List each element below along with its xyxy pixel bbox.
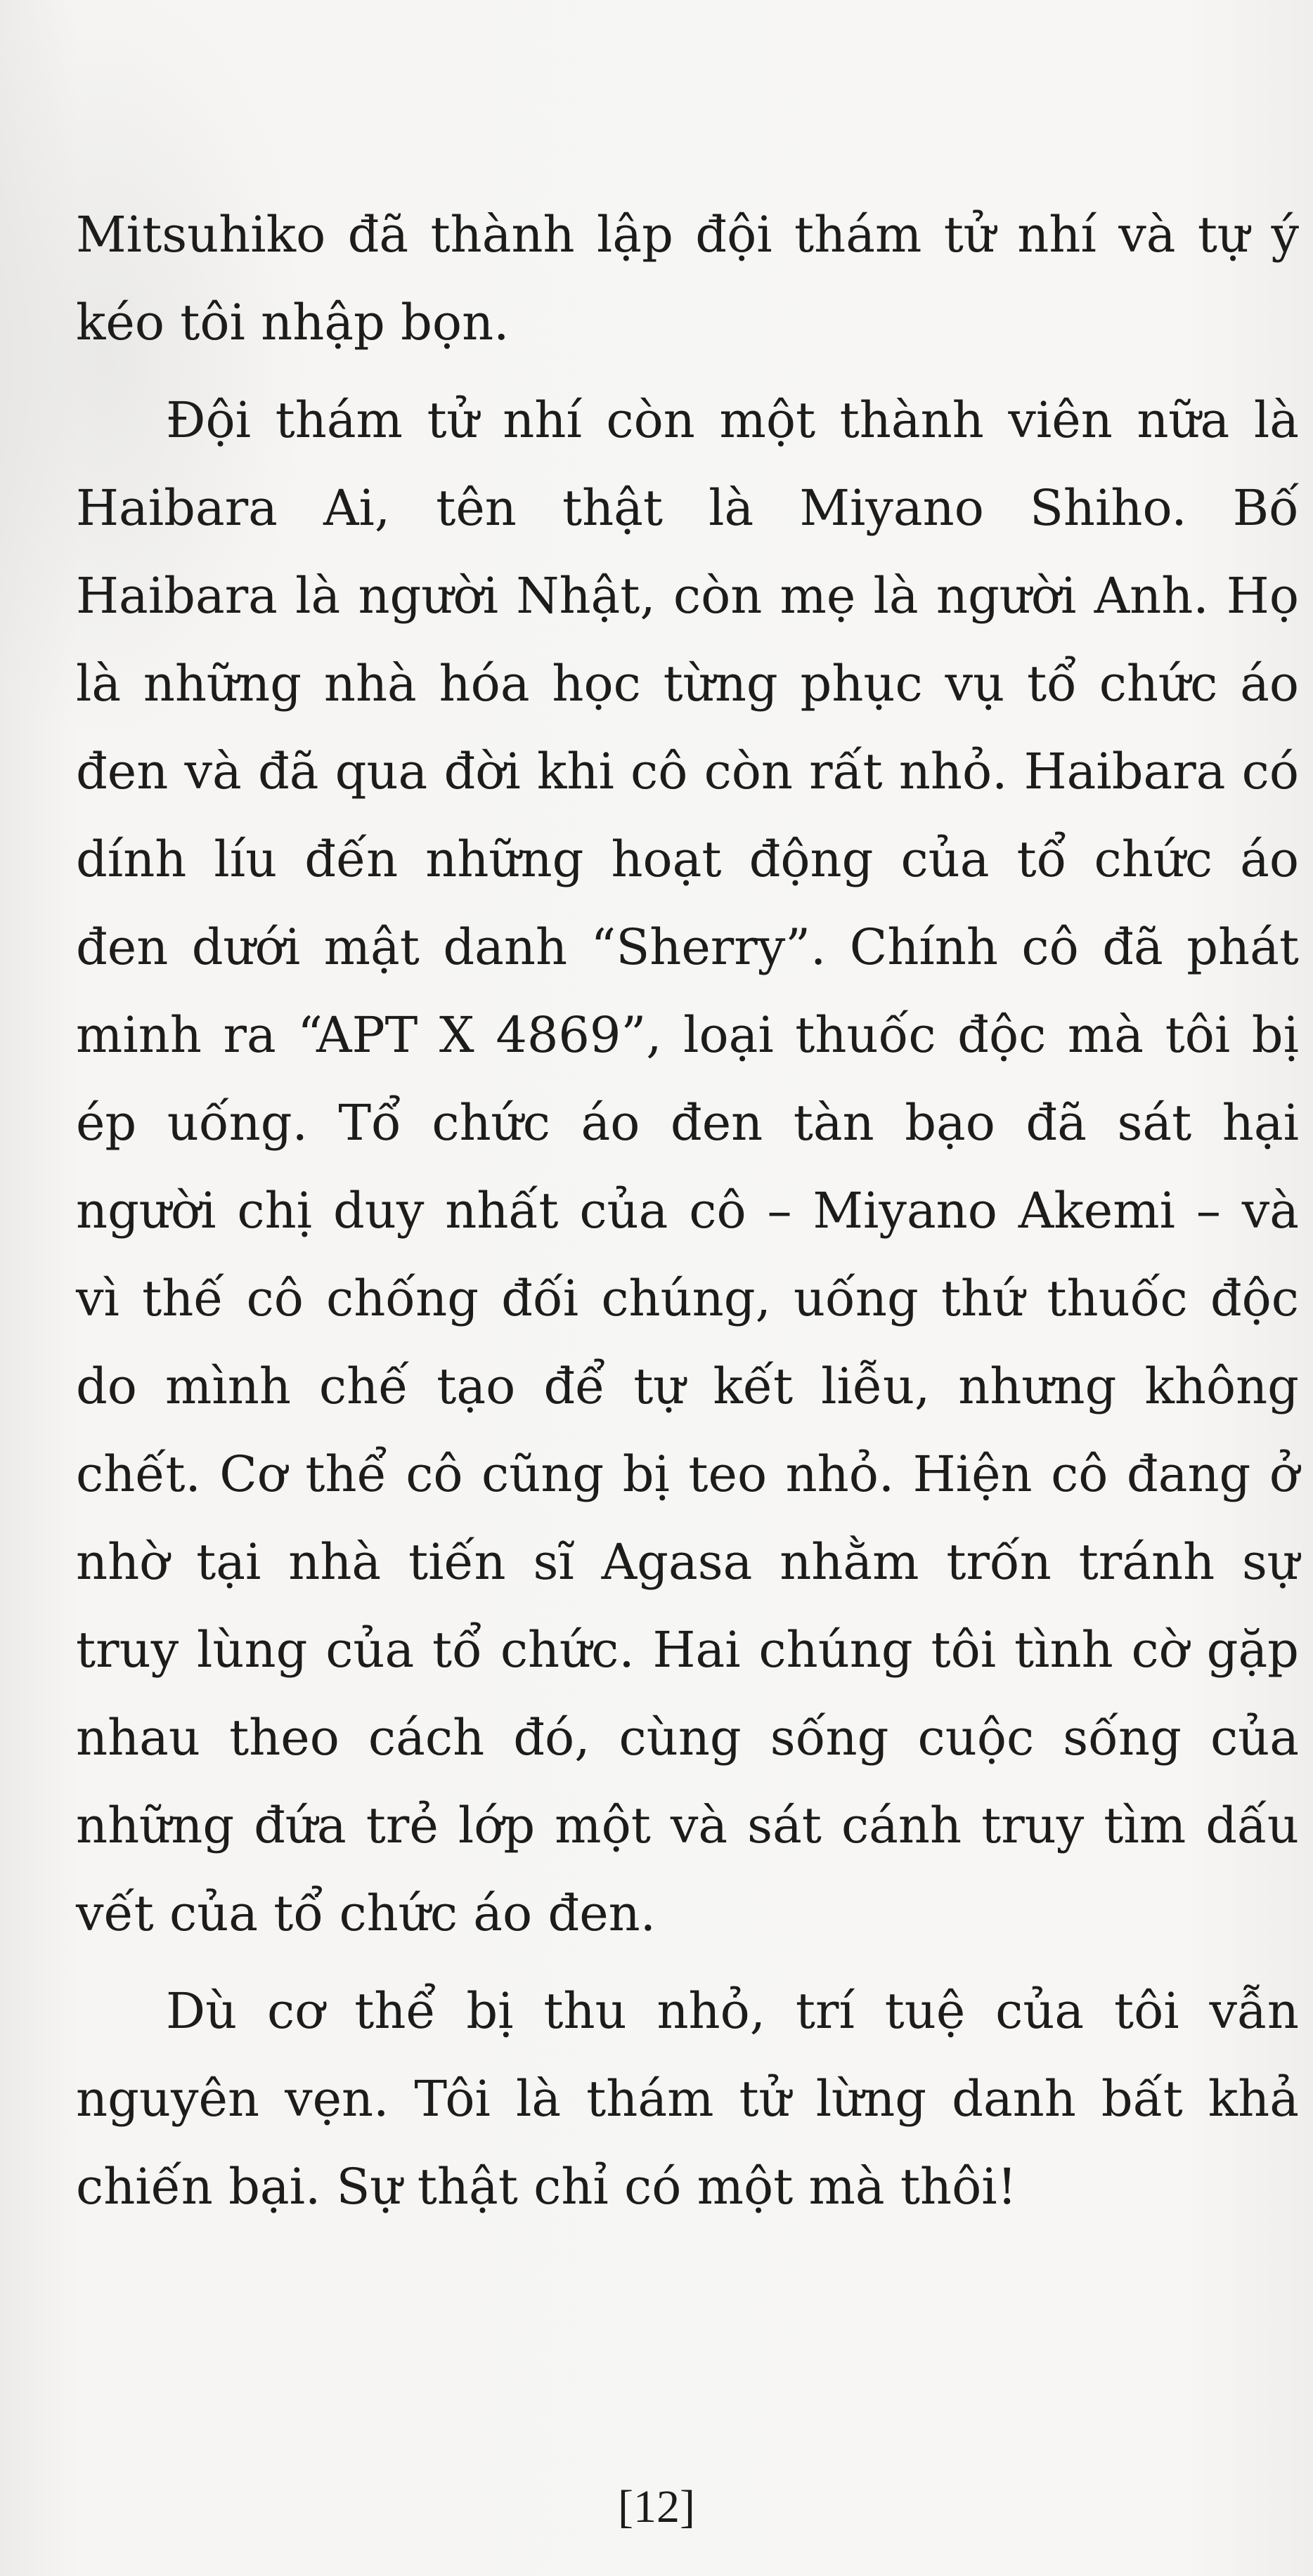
paragraph-2: Đội thám tử nhí còn một thành viên nữa là Haibara Ai, tên thật là Miyano Shiho. Bố Haibara là người Nhật, còn mẹ là người Anh. Họ là những nhà hóa học từng phục vụ tổ chức áo đen và đã qua đời khi cô còn rất nhỏ. Haibara có dính líu đến những hoạt động của tổ chức áo đen dưới mật danh “Sherry”. Chính cô đã phát minh ra “APT X 4869”, loại thuốc độc mà tôi bị ép uống. Tổ chức áo đen tàn bạo đã sát hại người chị duy nhất của cô – Miyano Akemi – và vì thế cô chống đối chúng, uống thứ thuốc độc do mình chế tạo để tự kết liễu, nhưng không chết. Cơ thể cô cũng bị teo nhỏ. Hiện cô đang ở nhờ tại nhà tiến sĩ Agasa nhằm trốn tránh sự truy lùng của tổ chức. Hai chúng tôi tình cờ gặp nhau theo cách đó, cùng sống cuộc sống của những đứa trẻ lớp một và sát cánh truy tìm dấu vết của tổ chức áo đen. (76, 391, 1299, 1942)
page-number: [12] (618, 2481, 695, 2532)
paragraph-1: Mitsuhiko đã thành lập đội thám tử nhí và tự ý kéo tôi nhập bọn. (76, 206, 1299, 351)
paragraph-3: Dù cơ thể bị thu nhỏ, trí tuệ của tôi vẫn nguyên vẹn. Tôi là thám tử lừng danh bất khả chiến bại. Sự thật chỉ có một mà thôi! (76, 1982, 1299, 2216)
body-text (76, 191, 1299, 2231)
